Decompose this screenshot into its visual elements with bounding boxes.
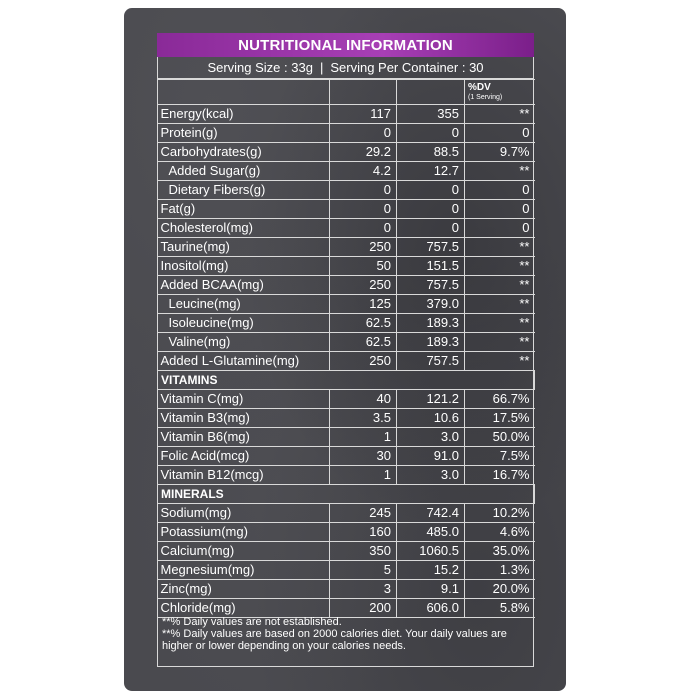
nutrient-row [158, 428, 535, 447]
daily-value: ** [465, 257, 535, 276]
daily-value: 17.5% [465, 409, 535, 428]
per-serving-value: 29.2 [330, 143, 397, 162]
nutrient-row [158, 276, 535, 295]
nutrient-row [158, 295, 535, 314]
per-100g-value: 742.4 [397, 504, 465, 523]
per-serving-value: 1 [330, 466, 397, 485]
per-100g-value: 91.0 [397, 447, 465, 466]
per-serving-value: 0 [330, 181, 397, 200]
per-serving-value: 125 [330, 295, 397, 314]
nutrient-name: Valine(mg) [158, 333, 330, 352]
nutrient-row [158, 504, 535, 523]
nutrient-name: Vitamin B6(mg) [158, 428, 330, 447]
serving-size: Serving Size : 33g [207, 60, 313, 75]
per-100g-value: 121.2 [397, 390, 465, 409]
per-serving-value: 1 [330, 428, 397, 447]
nutrient-name: Energy(kcal) [158, 105, 330, 124]
daily-value: 5.8% [465, 599, 535, 618]
per-serving-value: 200 [330, 599, 397, 618]
per-serving-value: 160 [330, 523, 397, 542]
nutrient-name: Zinc(mg) [158, 580, 330, 599]
per-100g-value: 0 [397, 181, 465, 200]
nutrient-name: Folic Acid(mcg) [158, 447, 330, 466]
per-serving-value: 62.5 [330, 314, 397, 333]
per-100g-value: 0 [397, 124, 465, 143]
daily-value: 0 [465, 219, 535, 238]
nutrient-row [158, 200, 535, 219]
per-100g-value: 3.0 [397, 428, 465, 447]
nutrient-name: Added BCAA(mg) [158, 276, 330, 295]
nutrient-name: Cholesterol(mg) [158, 219, 330, 238]
per-serving-value: 3.5 [330, 409, 397, 428]
nutrient-name: Leucine(mg) [158, 295, 330, 314]
daily-value: 7.5% [465, 447, 535, 466]
daily-value: 35.0% [465, 542, 535, 561]
daily-value: 20.0% [465, 580, 535, 599]
daily-value: 0 [465, 181, 535, 200]
per-100g-value: 151.5 [397, 257, 465, 276]
servings-per-container: Serving Per Container : 30 [330, 60, 484, 75]
per-100g-value: 0 [397, 200, 465, 219]
per-100g-value: 10.6 [397, 409, 465, 428]
per-100g-value: 189.3 [397, 314, 465, 333]
nutrient-row [158, 143, 535, 162]
nutrition-table-body [158, 80, 535, 618]
nutrient-row [158, 409, 535, 428]
per-serving-value: 350 [330, 542, 397, 561]
per-serving-value: 0 [330, 124, 397, 143]
daily-value: ** [465, 333, 535, 352]
per-100g-value: 1060.5 [397, 542, 465, 561]
daily-value: ** [465, 276, 535, 295]
per-serving-value: 245 [330, 504, 397, 523]
per-serving-value: 62.5 [330, 333, 397, 352]
nutrient-row [158, 542, 535, 561]
per-serving-value: 0 [330, 200, 397, 219]
nutrient-name: Added Sugar(g) [158, 162, 330, 181]
daily-value: 10.2% [465, 504, 535, 523]
dv-subheader: (1 Serving) [468, 94, 503, 101]
daily-value: 66.7% [465, 390, 535, 409]
per-100g-value: 757.5 [397, 352, 465, 371]
daily-value: ** [465, 105, 535, 124]
per-serving-value: 40 [330, 390, 397, 409]
per-100g-value: 757.5 [397, 276, 465, 295]
daily-value: 0 [465, 124, 535, 143]
nutrient-row [158, 333, 535, 352]
header-cell-empty [330, 80, 397, 105]
nutrient-row [158, 466, 535, 485]
per-100g-value: 485.0 [397, 523, 465, 542]
daily-value: 4.6% [465, 523, 535, 542]
nutrient-row [158, 314, 535, 333]
daily-value: ** [465, 162, 535, 181]
per-100g-value: 355 [397, 105, 465, 124]
nutrient-name: Vitamin C(mg) [158, 390, 330, 409]
per-serving-value: 250 [330, 352, 397, 371]
nutrient-name: Dietary Fibers(g) [158, 181, 330, 200]
nutrient-row [158, 162, 535, 181]
nutrient-name: Taurine(mg) [158, 238, 330, 257]
per-100g-value: 0 [397, 219, 465, 238]
per-100g-value: 189.3 [397, 333, 465, 352]
dv-header-cell [465, 80, 535, 105]
nutrient-row [158, 181, 535, 200]
nutrient-name: Calcium(mg) [158, 542, 330, 561]
minerals-section-row [158, 485, 535, 504]
nutrient-row [158, 580, 535, 599]
nutrient-row [158, 561, 535, 580]
daily-value: 50.0% [465, 428, 535, 447]
nutrition-header-bar [157, 33, 534, 57]
per-serving-value: 250 [330, 276, 397, 295]
daily-value: ** [465, 314, 535, 333]
nutrient-row [158, 124, 535, 143]
nutrition-table [157, 79, 535, 618]
footnote-not-established: **% Daily values are not established. [162, 616, 342, 628]
nutrient-name: Megnesium(mg) [158, 561, 330, 580]
daily-value: ** [465, 238, 535, 257]
serving-info [157, 57, 534, 79]
nutrient-name: Fat(g) [158, 200, 330, 219]
per-serving-value: 5 [330, 561, 397, 580]
nutrient-row [158, 447, 535, 466]
per-100g-value: 15.2 [397, 561, 465, 580]
nutrient-name: Carbohydrates(g) [158, 143, 330, 162]
vitamins-section-heading: VITAMINS [158, 371, 535, 390]
footnote-calorie-diet: **% Daily values are based on 2000 calories diet. Your daily values are higher or lower depending on your calories needs. [162, 628, 507, 652]
daily-value: 16.7% [465, 466, 535, 485]
header-cell-empty [158, 80, 330, 105]
nutrition-title: NUTRITIONAL INFORMATION [238, 36, 453, 54]
per-serving-value: 50 [330, 257, 397, 276]
nutrient-row [158, 238, 535, 257]
per-100g-value: 3.0 [397, 466, 465, 485]
per-serving-value: 3 [330, 580, 397, 599]
header-cell-empty [397, 80, 465, 105]
per-100g-value: 88.5 [397, 143, 465, 162]
per-serving-value: 117 [330, 105, 397, 124]
daily-value: 9.7% [465, 143, 535, 162]
nutrient-row [158, 105, 535, 124]
serving-separator: | [319, 60, 324, 75]
nutrient-row [158, 352, 535, 371]
per-serving-value: 250 [330, 238, 397, 257]
daily-value: 1.3% [465, 561, 535, 580]
per-100g-value: 757.5 [397, 238, 465, 257]
per-serving-value: 0 [330, 219, 397, 238]
nutrient-row [158, 219, 535, 238]
nutrient-name: Vitamin B3(mg) [158, 409, 330, 428]
nutrient-name: Potassium(mg) [158, 523, 330, 542]
per-100g-value: 379.0 [397, 295, 465, 314]
per-serving-value: 30 [330, 447, 397, 466]
nutrient-row [158, 257, 535, 276]
per-serving-value: 4.2 [330, 162, 397, 181]
nutrient-name: Sodium(mg) [158, 504, 330, 523]
nutrient-name: Added L-Glutamine(mg) [158, 352, 330, 371]
minerals-section-heading: MINERALS [158, 485, 535, 504]
daily-value: ** [465, 352, 535, 371]
daily-value: ** [465, 295, 535, 314]
nutrient-row [158, 390, 535, 409]
nutrient-name: Vitamin B12(mcg) [158, 466, 330, 485]
table-header-row [158, 80, 535, 105]
nutrient-name: Isoleucine(mg) [158, 314, 330, 333]
nutrient-name: Inositol(mg) [158, 257, 330, 276]
nutrient-row [158, 599, 535, 618]
nutrient-name: Protein(g) [158, 124, 330, 143]
per-100g-value: 9.1 [397, 580, 465, 599]
daily-value: 0 [465, 200, 535, 219]
dv-header: %DV [468, 82, 491, 93]
footnotes [162, 616, 528, 652]
vitamins-section-row [158, 371, 535, 390]
per-100g-value: 606.0 [397, 599, 465, 618]
nutrient-name: Chloride(mg) [158, 599, 330, 618]
per-100g-value: 12.7 [397, 162, 465, 181]
nutrient-row [158, 523, 535, 542]
